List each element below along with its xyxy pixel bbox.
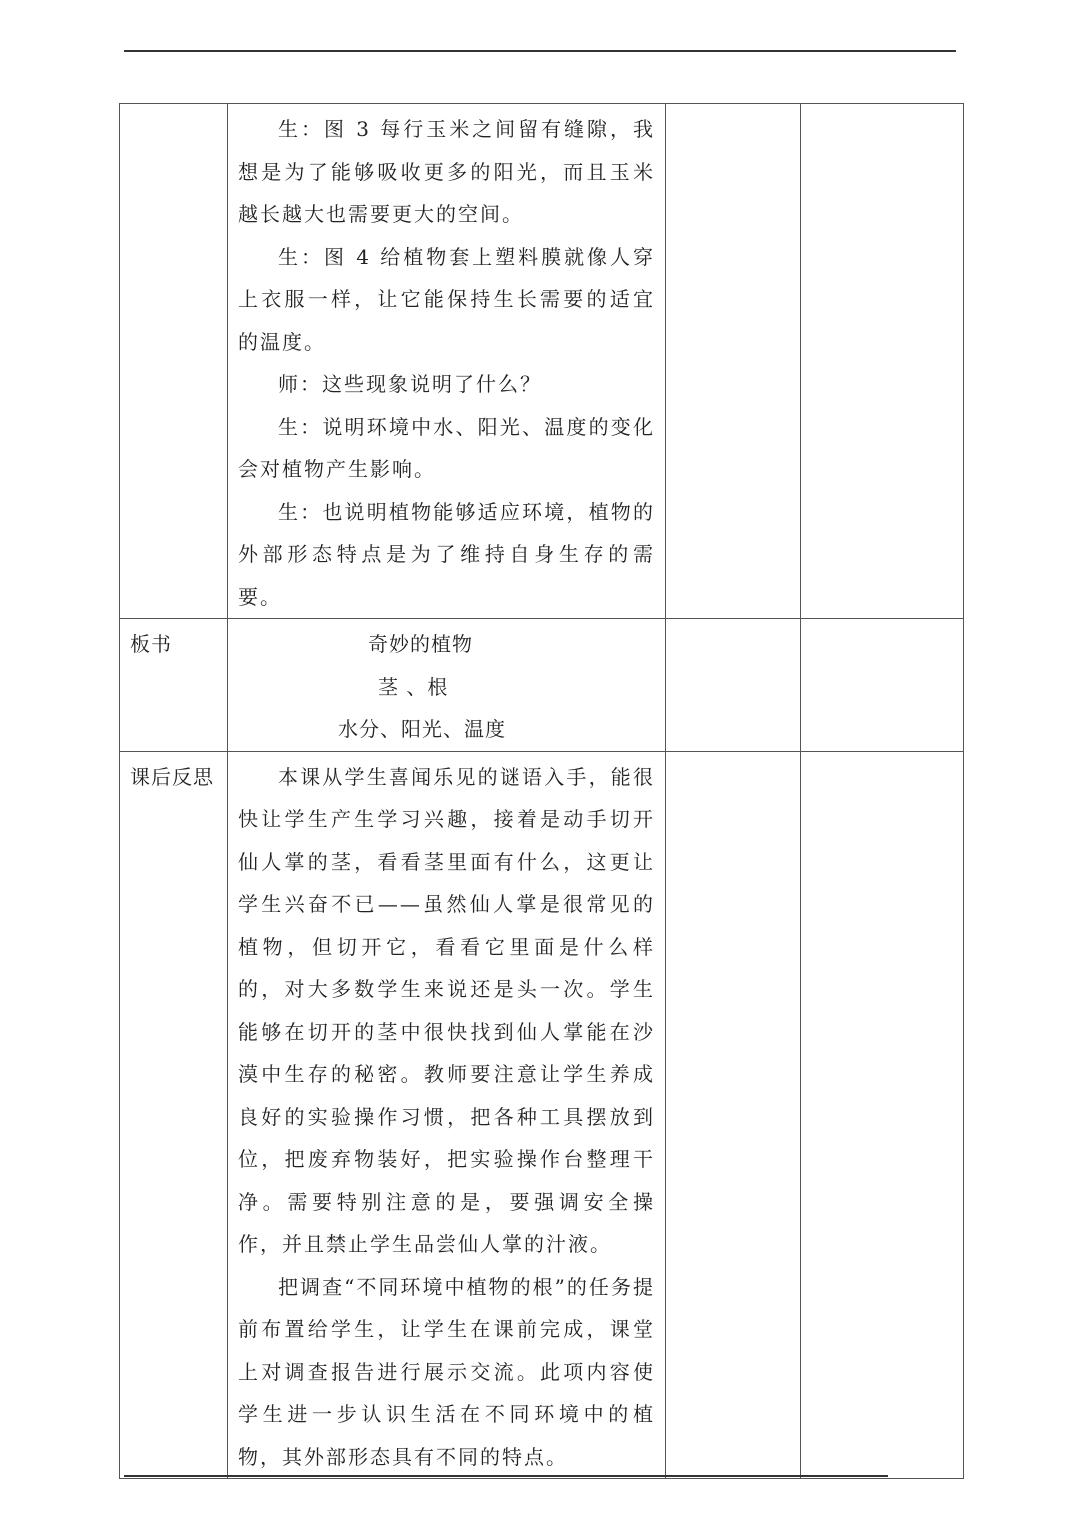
row-label-cell bbox=[120, 751, 228, 1479]
dialogue-paragraph: 生：图 4 给植物套上塑料膜就像人穿上衣服一样，让它能保持生长需要的适宜的温度。 bbox=[238, 244, 655, 354]
footer-rule bbox=[124, 1475, 888, 1477]
empty-cell bbox=[801, 751, 964, 1479]
board-title: 奇妙的植物 bbox=[368, 632, 473, 656]
table-row bbox=[120, 751, 964, 1479]
board-line: 水分、阳光、温度 bbox=[338, 717, 506, 741]
board-label: 板书 bbox=[130, 632, 172, 656]
dialogue-paragraph: 生：图 3 每行玉米之间留有缝隙，我想是为了能够吸收更多的阳光，而且玉米越长越大也需要更大的空间。 bbox=[238, 117, 655, 226]
empty-cell bbox=[801, 104, 964, 619]
board-cell bbox=[228, 619, 666, 752]
table-row bbox=[120, 619, 964, 752]
row-label-cell bbox=[120, 104, 228, 619]
reflection-cell bbox=[228, 751, 666, 1479]
reflection-paragraph: 本课从学生喜闻乐见的谜语入手，能很快让学生产生学习兴趣，接着是动手切开仙人掌的茎，看看茎里面有什么，这更让学生兴奋不已——虽然仙人掌是很常见的植物，但切开它，看看它里面是什么样的，对大多数学生来说还是头一次。学生能够在切开的茎中很快找到仙人掌能在沙漠中生存的秘密。教师要注意让学生养成良好的实验操作习惯，把各种工具摆放到位，把废弃物装好，把实验操作台整理干净。需要特别注意的是，要强调安全操作，并且禁止学生品尝仙人掌的汁液。 bbox=[238, 764, 655, 1256]
empty-cell bbox=[666, 104, 801, 619]
table-row bbox=[120, 104, 964, 619]
reflection-paragraph: 把调查“不同环境中植物的根”的任务提前布置给学生，让学生在课前完成，课堂上对调查报告进行展示交流。此项内容使学生进一步认识生活在不同环境中的植物，其外部形态具有不同的特点。 bbox=[238, 1274, 655, 1469]
header-rule bbox=[124, 50, 956, 52]
empty-cell bbox=[666, 619, 801, 752]
dialogue-paragraph: 师：这些现象说明了什么？ bbox=[278, 372, 542, 396]
empty-cell bbox=[801, 619, 964, 752]
reflection-label: 课后反思 bbox=[130, 764, 214, 789]
row-label-cell bbox=[120, 619, 228, 752]
lesson-plan-table bbox=[119, 103, 964, 1479]
empty-cell bbox=[666, 751, 801, 1479]
board-line: 茎 、根 bbox=[378, 674, 449, 699]
dialogue-cell bbox=[228, 104, 666, 619]
dialogue-paragraph: 生：说明环境中水、阳光、温度的变化会对植物产生影响。 bbox=[238, 414, 655, 481]
dialogue-paragraph: 生：也说明植物能够适应环境，植物的外部形态特点是为了维持自身生存的需要。 bbox=[238, 499, 655, 609]
